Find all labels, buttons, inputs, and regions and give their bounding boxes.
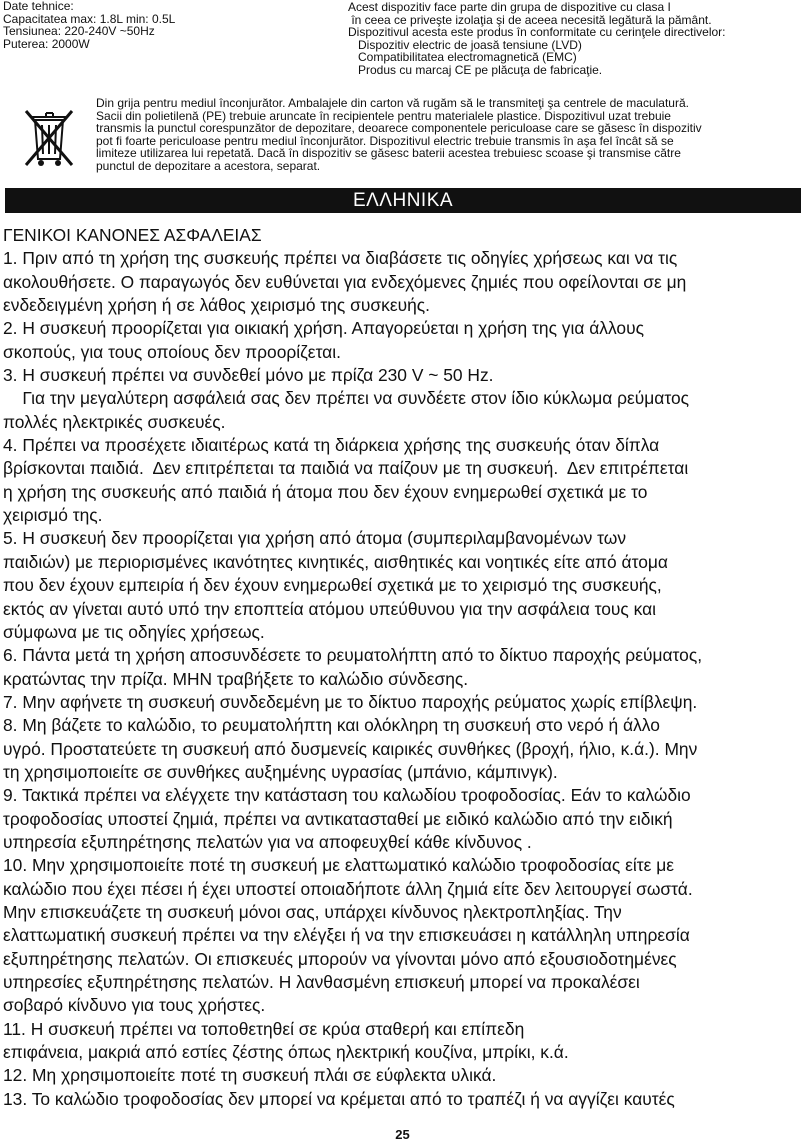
declaration-line: Dispozitiv electric de joasă tensiune (LVD) (348, 37, 582, 52)
environment-line: Sacii din polietilenă (PE) trebuie aruncate în recipientele pentru materialele plastice. Dispozitivul uzat trebuie (96, 108, 671, 123)
safety-line: ακολουθήσετε. Ο παραγωγός δεν ευθύνεται για ενδεχόμενες ζημιές που οφείλονται σε μη (3, 271, 687, 292)
safety-line: χειρισμό της. (3, 505, 103, 526)
declaration-line: Acest dispozitiv face parte din grupa de dispozitive cu clasa I (348, 0, 671, 14)
safety-line: 2. Η συσκευή προορίζεται για οικιακή χρήση. Απαγορεύεται η χρήση της για άλλους (3, 318, 644, 339)
safety-line: υπηρεσία εξυπηρέτησης πελατών για να αποφευχθεί κάθε κίνδυνος . (3, 831, 532, 852)
crossed-out-wheelie-bin-icon (22, 103, 78, 169)
safety-line: 7. Μην αφήνετε τη συσκευή συνδεδεμένη με το δίκτυο παροχής ρεύματος χωρίς επίβλεψη. (3, 691, 698, 712)
environment-line: Din grija pentru mediul înconjurător. Ambalajele din carton vă rugăm să le transmiteţi şa centrele de maculatură. (96, 96, 689, 110)
safety-line: 6. Πάντα μετά τη χρήση αποσυνδέσετε το ρευματολήπτη από το δίκτυο παροχής ρεύματος, (3, 645, 703, 666)
tech-line: Date tehnice: (3, 0, 74, 13)
safety-line: 1. Πριν από τη χρήση της συσκευής πρέπει να διαβάσετε τις οδηγίες χρήσεως και να τις (3, 248, 678, 269)
safety-line: που δεν έχουν εμπειρία ή δεν έχουν ενημερωθεί σχετικά με το χειρισμό της συσκευής, (3, 575, 662, 596)
safety-line: υγρό. Προστατεύετε τη συσκευή από δυσμενείς καιρικές συνθήκες (βροχή, ήλιο, κ.ά.). Μην (3, 738, 698, 759)
safety-line: παιδιών) με περιορισμένες ικανότητες κινητικές, αισθητικές και νοητικές είτε από άτομα (3, 551, 668, 572)
safety-line: κρατώντας την πρίζα. ΜΗΝ τραβήξετε το καλώδιο σύνδεσης. (3, 668, 469, 689)
safety-line: εξυπηρέτησης πελατών. Οι επισκευές μπορούν να γίνονται μόνο από εξουσιοδοτημένες (3, 948, 677, 969)
tech-line: Tensiunea: 220-240V ~50Hz (3, 24, 155, 38)
tech-line: Capacitatea max: 1.8L min: 0.5L (3, 11, 176, 26)
declaration-line: Dispozitivul acesta este produs în conformitate cu cerinţele directivelor: (348, 25, 726, 39)
safety-line: η χρήση της συσκευής από παιδιά ή άτομα που δεν έχουν ενημερωθεί σχετικά με το (3, 481, 648, 502)
safety-line: πολλές ηλεκτρικές συσκευές. (3, 411, 226, 432)
safety-line: τη χρησιμοποιείτε σε συνθήκες αυξημένης υγρασίας (μπάνιο, κάμπινγκ). (3, 761, 558, 782)
language-section-header (5, 188, 801, 213)
safety-heading: ΓΕΝΙΚΟΙ ΚΑΝΟΝΕΣ ΑΣΦΑΛΕΙΑΣ (3, 225, 262, 245)
page-number: 25 (395, 1127, 410, 1142)
safety-line: σκοπούς, για τους οποίους δεν προορίζεται. (3, 341, 341, 362)
environment-line: transmis la punctul corespunzător de depozitare, deoarece componentele periculoase care se găsesc în dispozitiv (96, 121, 702, 135)
language-label: ΕΛΛΗΝΙΚΑ (352, 190, 454, 211)
conformity-declaration (348, 1, 798, 76)
declaration-line: Compatibilitatea electromagnetică (EMC) (348, 50, 577, 64)
environment-line: punctul de depozitare a acestora, separat. (96, 158, 321, 173)
safety-line: επιφάνεια, μακριά από εστίες ζέστης όπως ηλεκτρική κουζίνα, μπρίκι, κ.ά. (3, 1042, 569, 1063)
safety-rules (3, 224, 803, 1111)
safety-line: σύμφωνα με τις οδηγίες χρήσεως. (3, 621, 265, 642)
declaration-line: Produs cu marcaj CE pe plăcuţa de fabricaţie. (348, 62, 603, 77)
safety-line: 5. Η συσκευή δεν προορίζεται για χρήση από άτομα (συμπεριλαμβανομένων των (3, 528, 627, 549)
safety-line: 11. Η συσκευή πρέπει να τοποθετηθεί σε κρύα σταθερή και επίπεδη (3, 1018, 525, 1039)
safety-line: 12. Μη χρησιμοποιείτε ποτέ τη συσκευή πλάι σε εύφλεκτα υλικά. (3, 1065, 497, 1086)
safety-line: Μην επισκευάζετε τη συσκευή μόνοι σας, υπάρχει κίνδυνος ηλεκτροπληξίας. Την (3, 901, 622, 922)
safety-line: 8. Μη βάζετε το καλώδιο, το ρευματολήπτη και ολόκληρη τη συσκευή στο νερό ή άλλο (3, 715, 660, 736)
safety-line: εκτός αν γίνεται αυτό υπό την εποπτεία ατόμου υπεύθυνου για την ασφάλεια τους και (3, 598, 657, 619)
safety-line: 9. Τακτικά πρέπει να ελέγχετε την κατάσταση του καλωδίου τροφοδοσίας. Εάν το καλώδιο (3, 785, 691, 806)
safety-line: 13. Το καλώδιο τροφοδοσίας δεν μπορεί να κρέμεται από το τραπέζι ή να αγγίζει καυτές (3, 1088, 675, 1109)
environment-line: limiteze utilizarea lui repetată. Dacă în dispozitiv se găsesc baterii acestea trebuiesc scoase şi transmise către (96, 146, 681, 160)
technical-data (3, 0, 175, 50)
safety-line: ενδεδειγμένη χρήση ή σε λάθος χειρισμό της συσκευής. (3, 295, 430, 316)
safety-line: καλώδιο που έχει πέσει ή έχει υποστεί οποιαδήποτε άλλη ζημιά είτε δεν λειτουργεί σωστά. (3, 878, 693, 899)
safety-line: 3. Η συσκευή πρέπει να συνδεθεί μόνο με πρίζα 230 V ~ 50 Hz. (3, 365, 494, 386)
safety-line: ελαττωματική συσκευή πρέπει να την ελέγξει ή να την επισκευάσει η κατάλληλη υπηρεσία (3, 925, 690, 946)
safety-line: υπηρεσίες εξυπηρέτησης πελατών. Η λανθασμένη επισκευή μπορεί να προκαλέσει (3, 972, 640, 992)
tech-line: Puterea: 2000W (3, 36, 90, 51)
environment-notice (96, 97, 804, 172)
safety-line: 4. Πρέπει να προσέχετε ιδιαιτέρως κατά τη διάρκεια χρήσης της συσκευής όταν δίπλα (3, 435, 660, 456)
safety-line: 10. Μην χρησιμοποιείτε ποτέ τη συσκευή με ελαττωματικό καλώδιο τροφοδοσίας είτε με (3, 855, 674, 876)
safety-line: βρίσκονται παιδιά. Δεν επιτρέπεται τα παιδιά να παίζουν με τη συσκευή. Δεν επιτρέπεται (3, 458, 689, 479)
environment-line: pot fi foarte periculoase pentru mediul înconjurător. Dispozitivul electric trebuie transmis în aşa fel încât să se (96, 133, 674, 148)
declaration-line: în ceea ce priveşte izolaţia şi de aceea necesită legătură la pământ. (348, 12, 712, 27)
safety-line: Για την μεγαλύτερη ασφάλειά σας δεν πρέπει να συνδέετε στον ίδιο κύκλωμα ρεύματος (3, 388, 690, 409)
safety-line: σοβαρό κίνδυνο για τους χρήστες. (3, 995, 266, 1016)
safety-line: τροφοδοσίας υποστεί ζημιά, πρέπει να αντικατασταθεί με ειδικό καλώδιο από την ειδική (3, 808, 673, 829)
